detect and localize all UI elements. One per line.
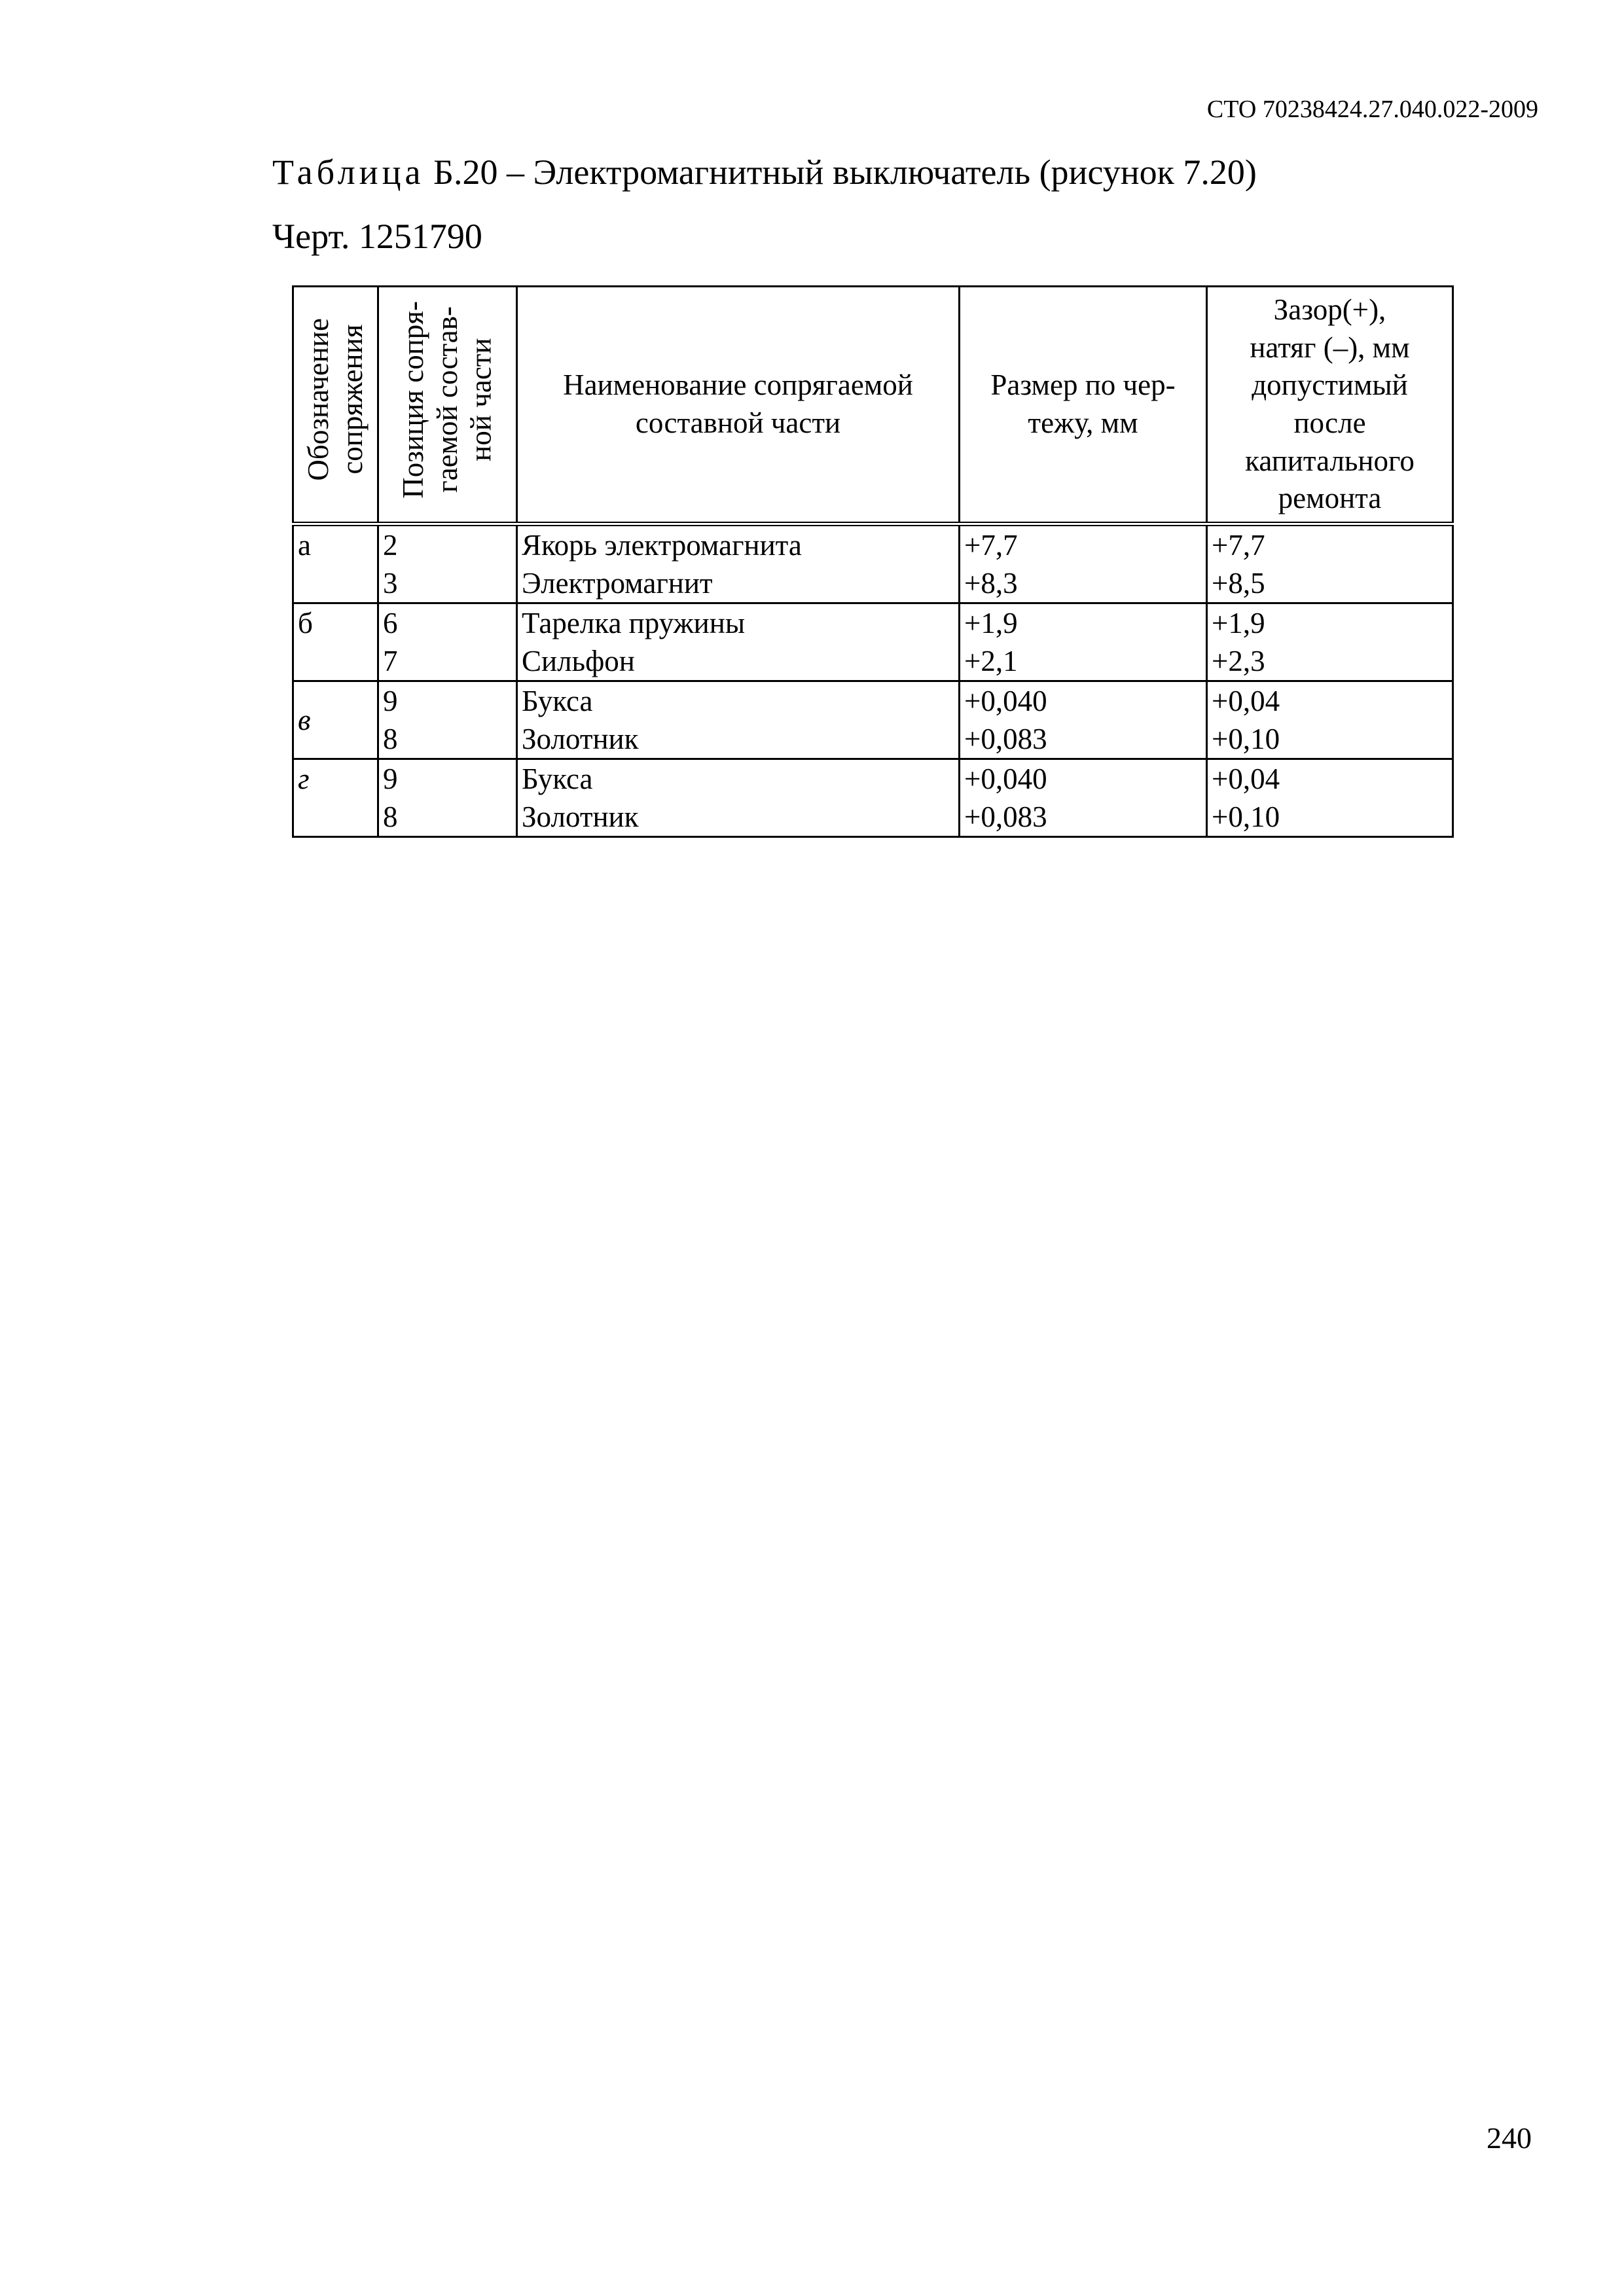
header-designation (293, 287, 378, 524)
position-cell: 6 (378, 603, 517, 643)
table-row (293, 603, 1453, 643)
page-number: 240 (1487, 2121, 1532, 2155)
position-cell: 3 (378, 564, 517, 603)
position-cell: 9 (378, 759, 517, 798)
size-cell: +7,7 (960, 524, 1207, 565)
clearance-cell: +2,3 (1207, 642, 1453, 681)
clearance-cell: +0,04 (1207, 759, 1453, 798)
clearance-cell: +7,7 (1207, 524, 1453, 565)
clearance-cell: +0,10 (1207, 798, 1453, 837)
size-cell: +0,083 (960, 720, 1207, 759)
table-header-row (293, 287, 1453, 524)
size-cell: +2,1 (960, 642, 1207, 681)
clearance-cell: +8,5 (1207, 564, 1453, 603)
drawing-number: Черт. 1251790 (272, 217, 482, 256)
size-cell: +1,9 (960, 603, 1207, 643)
position-cell: 8 (378, 798, 517, 837)
designation-cell: б (293, 603, 378, 681)
header-position-text: Позиция сопря- гаемой состав- ной части (396, 300, 497, 499)
size-cell: +0,040 (960, 681, 1207, 721)
header-position (378, 287, 517, 524)
table-row (293, 524, 1453, 565)
header-name: Наименование сопрягаемой составной части (517, 287, 960, 524)
table-row (293, 564, 1453, 603)
size-cell: +8,3 (960, 564, 1207, 603)
name-cell: Сильфон (517, 642, 960, 681)
designation-cell: г (293, 759, 378, 837)
table-row (293, 642, 1453, 681)
position-cell: 8 (378, 720, 517, 759)
size-cell: +0,040 (960, 759, 1207, 798)
designation-cell: в (293, 681, 378, 759)
name-cell: Электромагнит (517, 564, 960, 603)
name-cell: Букса (517, 681, 960, 721)
table-caption (272, 152, 1257, 192)
position-cell: 2 (378, 524, 517, 565)
header-clearance: Зазор(+), натяг (–), мм допустимый после капитального ремонта (1207, 287, 1453, 524)
name-cell: Золотник (517, 720, 960, 759)
header-designation-text: Обозначение сопряжения (301, 318, 369, 482)
header-size: Размер по чер- тежу, мм (960, 287, 1207, 524)
table-row (293, 681, 1453, 721)
name-cell: Якорь электромагнита (517, 524, 960, 565)
position-cell: 9 (378, 681, 517, 721)
position-cell: 7 (378, 642, 517, 681)
name-cell: Тарелка пружины (517, 603, 960, 643)
name-cell: Букса (517, 759, 960, 798)
clearance-cell: +0,04 (1207, 681, 1453, 721)
clearance-cell: +1,9 (1207, 603, 1453, 643)
table-row (293, 759, 1453, 798)
table-row (293, 798, 1453, 837)
mating-parts-table (292, 285, 1454, 838)
size-cell: +0,083 (960, 798, 1207, 837)
document-code: СТО 70238424.27.040.022-2009 (1206, 96, 1538, 123)
designation-cell: а (293, 524, 378, 603)
table-caption-prefix: Таблица (272, 152, 425, 192)
table-row (293, 720, 1453, 759)
clearance-cell: +0,10 (1207, 720, 1453, 759)
name-cell: Золотник (517, 798, 960, 837)
table-caption-text: Б.20 – Электромагнитный выключатель (рисунок 7.20) (424, 152, 1257, 192)
